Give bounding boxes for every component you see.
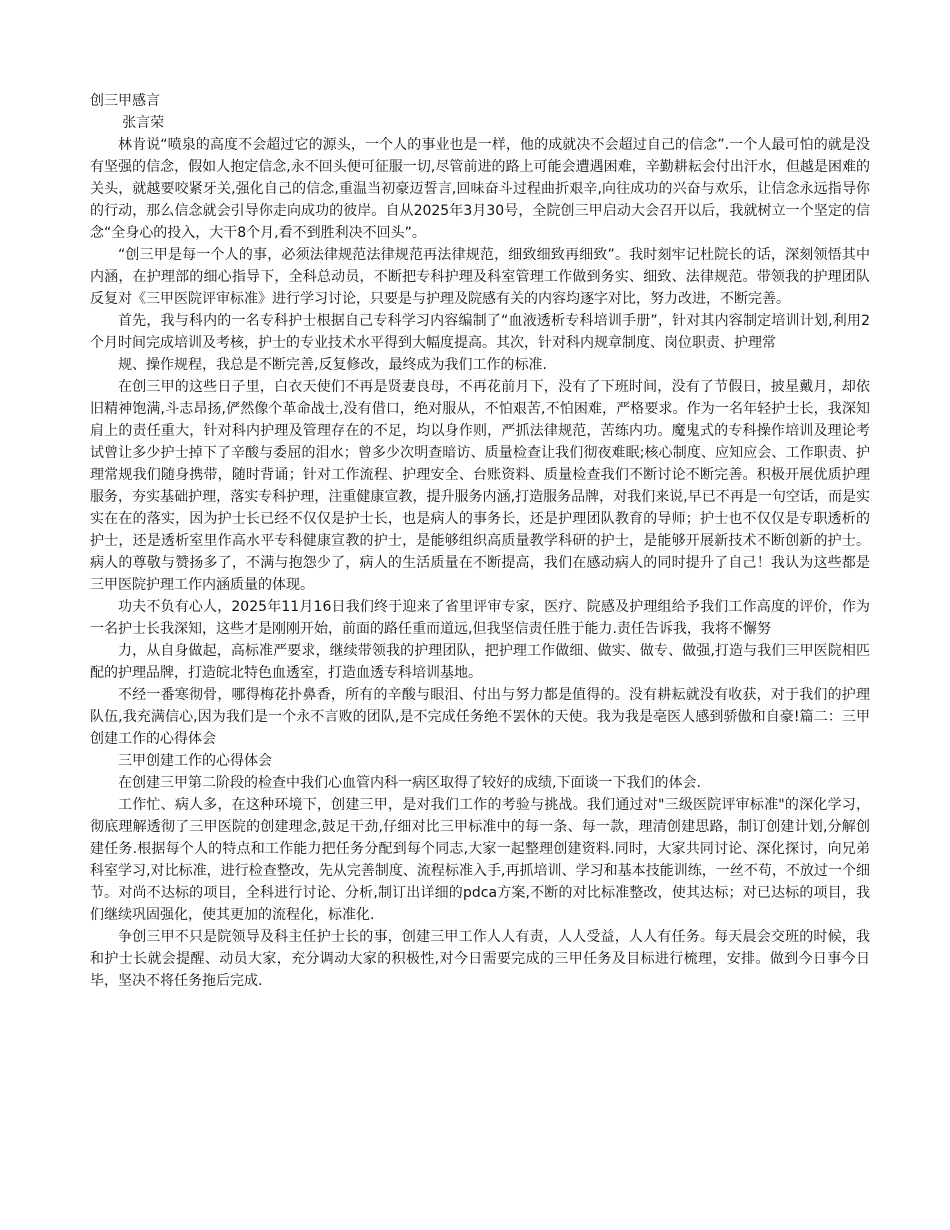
paragraph: 首先，我与科内的一名专科护士根据自己专科学习内容编制了“血液透析专科培训手册”，针对其内容制定培训计划,利用2个月时间完成培训及考核，护士的专业技术水平得到大幅度提高。其次，针对科内规章制度、岗位职责、护理常 <box>90 313 870 351</box>
paragraph: 工作忙、病人多，在这种环境下，创建三甲，是对我们工作的考验与挑战。我们通过对"三级医院评审标准"的深化学习，彻底理解透彻了三甲医院的创建理念,鼓足干劲,仔细对比三甲标准中的每一条、每一款，理清创建思路，制订创建计划,分解创建任务.根据每个人的特点和工作能力把任务分配到每个同志,大家一起整理创建资料.同时，大家共同讨论、深化探讨，向兄弟科室学习,对比标准，进行检查整改，先从完善制度、流程标准入手,再抓培训、学习和基本技能训练，一丝不苟，不放过一个细节。对尚不达标的项目，全科进行讨论、分析,制订出详细的pdca方案,不断的对比标准整改，使其达标；对已达标的项目，我们继续巩固强化，使其更加的流程化，标准化. <box>90 797 870 923</box>
document-title: 创三甲感言 <box>90 93 160 109</box>
paragraph: 功夫不负有心人，2025年11月16日我们终于迎来了省里评审专家，医疗、院感及护理组给予我们工作高度的评价，作为一名护士长我深知，这些才是刚刚开始，前面的路任重而道远,但我坚信责任胜于能力.责任告诉我，我将不懈努 <box>90 599 870 637</box>
paragraph: 规、操作规程，我总是不断完善,反复修改，最终成为我们工作的标准. <box>118 357 547 373</box>
paragraph: 在创建三甲第二阶段的检查中我们心血管内科一病区取得了较好的成绩,下面谈一下我们的体会. <box>118 775 701 791</box>
paragraph: 力，从自身做起，高标准严要求，继续带领我的护理团队，把护理工作做细、做实、做专、做强,打造与我们三甲医院相匹配的护理品牌，打造皖北特色血透室，打造血透专科培训基地。 <box>90 643 870 681</box>
paragraph: 争创三甲不只是院领导及科主任护士长的事，创建三甲工作人人有责，人人受益，人人有任务。每天晨会交班的时候，我和护士长就会提醒、动员大家，充分调动大家的积极性,对今日需要完成的三甲任务及目标进行梳理，安排。做到今日事今日毕，坚决不将任务拖后完成. <box>90 929 870 989</box>
document-author: 张言荣 <box>122 115 165 131</box>
paragraph: 不经一番寒彻骨，哪得梅花扑鼻香，所有的辛酸与眼泪、付出与努力都是值得的。没有耕耘就没有收获，对于我们的护理队伍,我充满信心,因为我们是一个永不言败的团队,是不完成任务绝不罢休的天使。我为我是亳医人感到骄傲和自豪!篇二：三甲创建工作的心得体会 <box>90 687 870 747</box>
paragraph: 在创三甲的这些日子里，白衣天使们不再是贤妻良母，不再花前月下，没有了下班时间，没有了节假日，披星戴月，却依旧精神饱满,斗志昂扬,俨然像个革命战士,没有借口，绝对服从，不怕艰苦,不怕困难，严格要求。作为一名年轻护士长，我深知肩上的责任重大，针对科内护理及管理存在的不足，均以身作则，严抓法律规范，苦练内功。魔鬼式的专科操作培训及理论考试曾让多少护士掉下了辛酸与委屈的泪水；曾多少次明查暗访、质量检查让我们彻夜难眠;核心制度、应知应会、工作职责、护理常规我们随身携带，随时背诵；针对工作流程、护理安全、台账资料、质量检查我们不断讨论不断完善。积极开展优质护理服务，夯实基础护理，落实专科护理，注重健康宣教，提升服务内涵,打造服务品牌，对我们来说,早已不再是一句空话，而是实实在在的落实，因为护士长已经不仅仅是护士长，也是病人的事务长，还是护理团队教育的导师；护士也不仅仅是专职透析的护士，还是透析室里作高水平专科健康宣教的护士，是能够组织高质量教学科研的护士，是能够开展新技术不断创新的护士。病人的尊敬与赞扬多了，不满与抱怨少了，病人的生活质量在不断提高，我们在感动病人的同时提升了自己！我认为这些都是三甲医院护理工作内涵质量的体现。 <box>90 379 870 593</box>
document-page <box>90 90 870 992</box>
paragraph: “创三甲是每一个人的事，必须法律规范法律规范再法律规范，细致细致再细致”。我时刻牢记杜院长的话，深刻领悟其中内涵，在护理部的细心指导下，全科总动员，不断把专科护理及科室管理工作做到务实、细致、法律规范。带领我的护理团队反复对《三甲医院评审标准》进行学习讨论，只要是与护理及院感有关的内容均逐字对比，努力改进，不断完善。 <box>90 247 870 307</box>
paragraph: 林肯说“喷泉的高度不会超过它的源头，一个人的事业也是一样，他的成就决不会超过自己的信念”.一个人最可怕的就是没有坚强的信念，假如人抱定信念,永不回头便可征服一切,尽管前进的路上可能会遭遇困难，辛勤耕耘会付出汗水，但越是困难的关头，就越要咬紧牙关,强化自己的信念,重温当初豪迈誓言,回味奋斗过程曲折艰辛,向往成功的兴奋与欢乐，让信念永远指导你的行动，那么信念就会引导你走向成功的彼岸。自从2025年3月30号，全院创三甲启动大会召开以后，我就树立一个坚定的信念“全身心的投入，大干8个月,看不到胜利决不回头”。 <box>90 137 870 241</box>
section-heading: 三甲创建工作的心得体会 <box>118 753 272 769</box>
